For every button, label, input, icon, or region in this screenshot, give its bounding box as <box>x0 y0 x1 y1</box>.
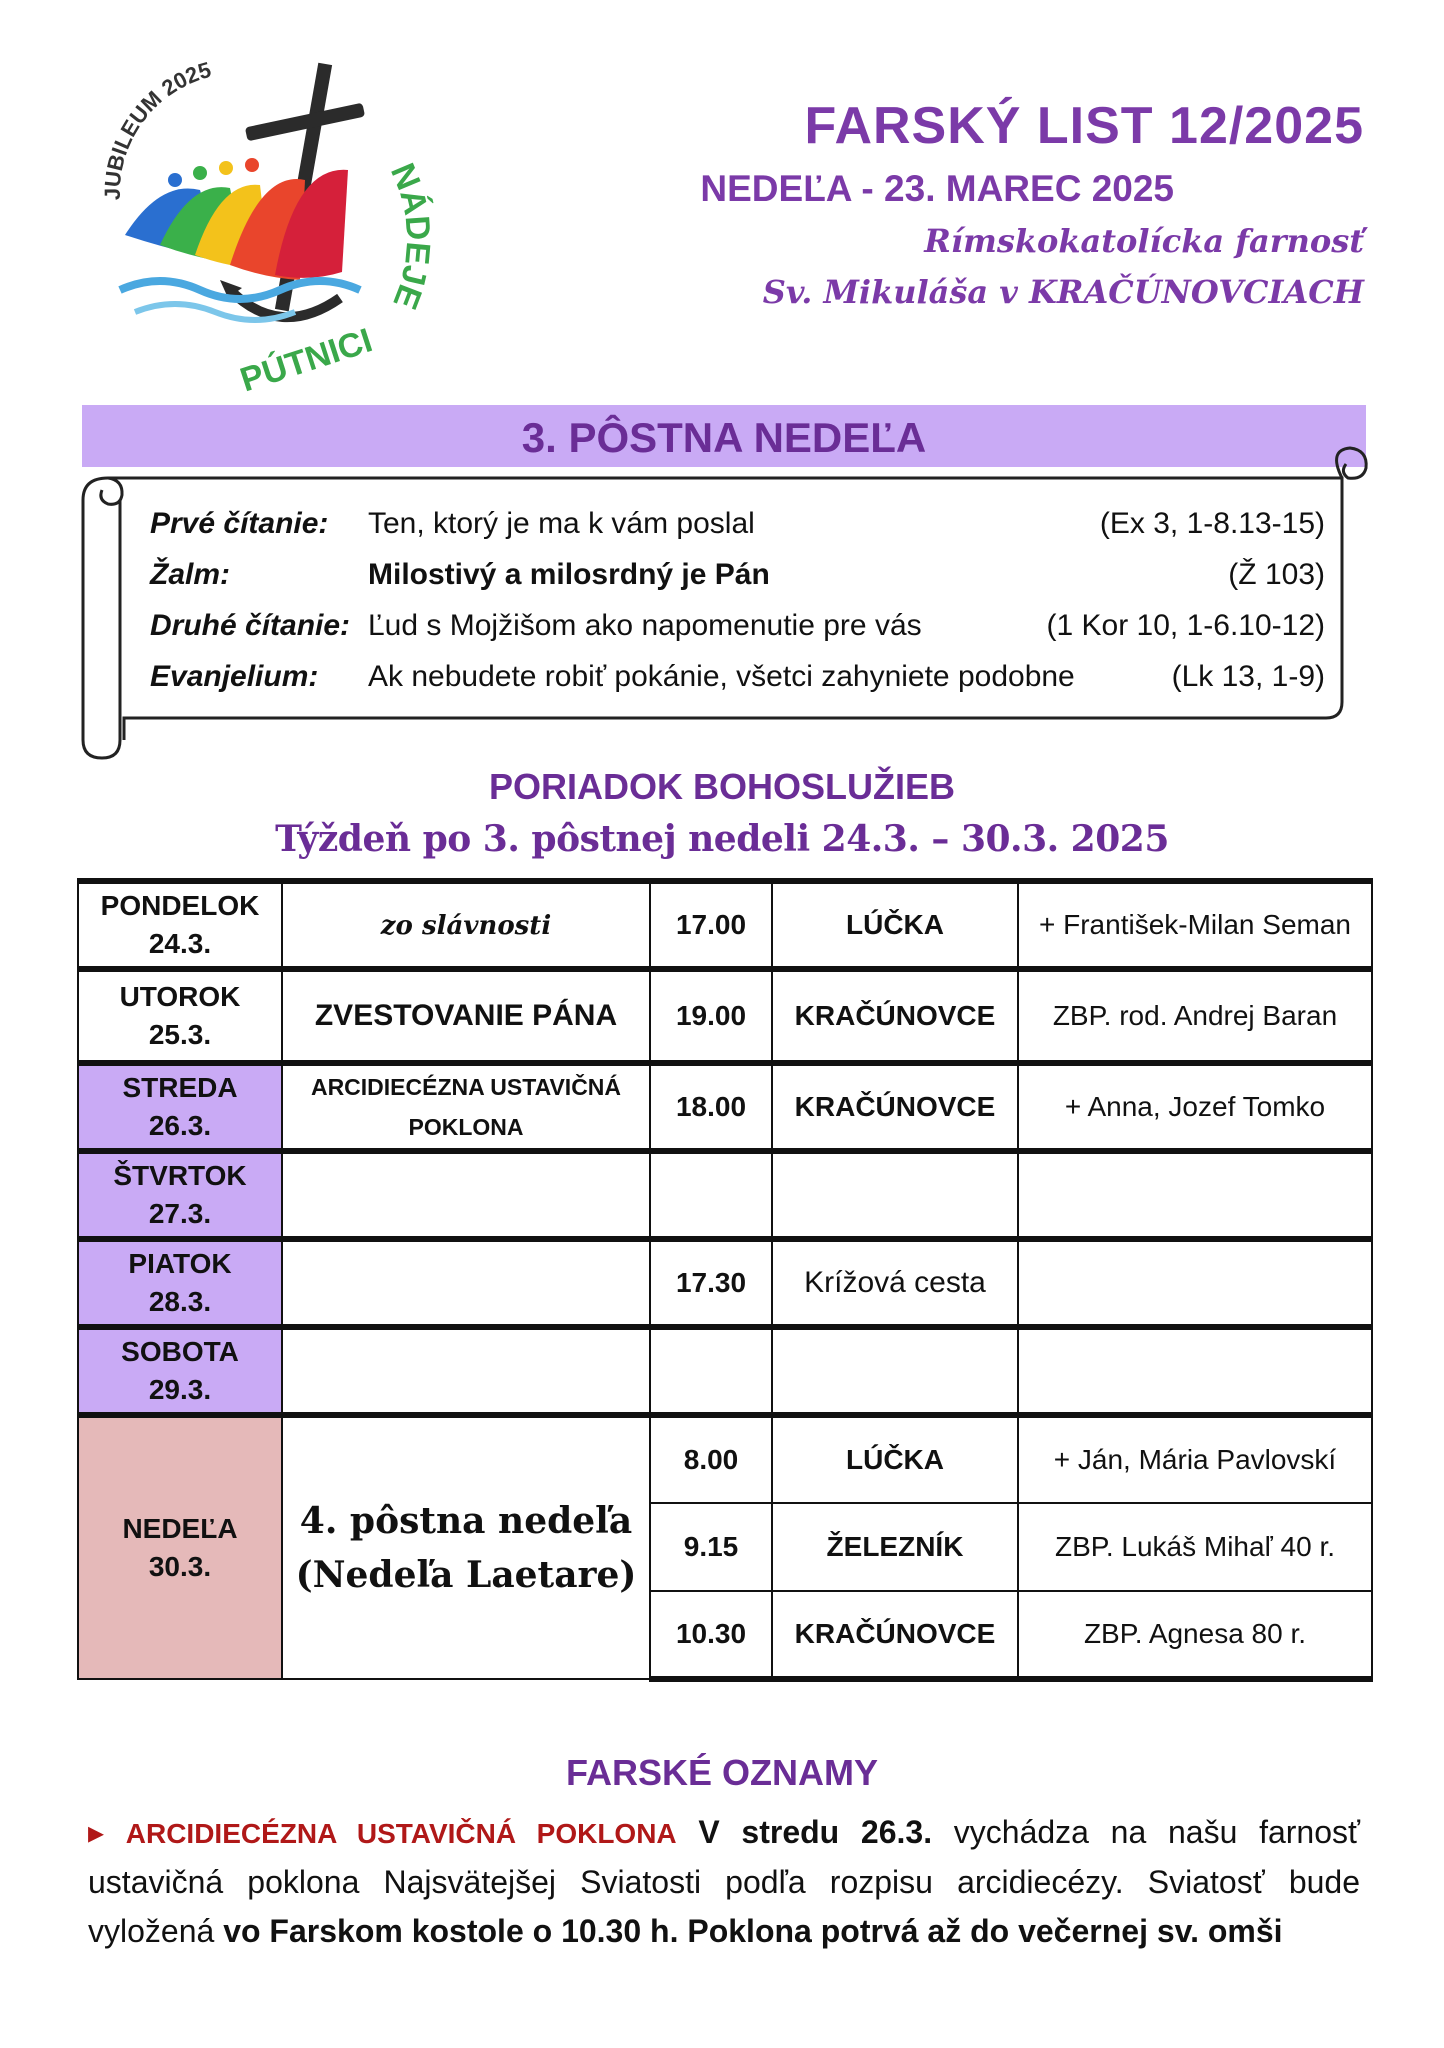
intention-cell <box>1018 1239 1372 1327</box>
time-cell: 17.00 <box>650 881 772 969</box>
jubilee-logo <box>80 40 460 400</box>
time-cell: 8.00 <box>650 1415 772 1503</box>
intention-cell: ZBP. rod. Andrej Baran <box>1018 969 1372 1063</box>
announcement-bold-date: V stredu 26.3. <box>698 1814 933 1850</box>
occasion-cell <box>282 1151 650 1239</box>
newsletter-date: NEDEĽA - 23. MAREC 2025 <box>700 168 1174 209</box>
occasion-cell <box>282 1415 650 1679</box>
logo-top-text: JUBILEUM 2025 <box>99 56 214 201</box>
reading-row <box>150 600 1325 651</box>
table-row <box>78 881 1372 969</box>
day-cell <box>78 1239 282 1327</box>
table-row <box>78 1415 1372 1503</box>
time-cell <box>650 1327 772 1415</box>
place-cell <box>772 1151 1018 1239</box>
place-cell: Krížová cesta <box>772 1239 1018 1327</box>
day-name: ŠTVRTOK <box>113 1160 247 1191</box>
occasion-text: ARCIDIECÉZNA USTAVIČNÁ POKLONA <box>310 1074 622 1140</box>
place-cell: KRAČÚNOVCE <box>772 1591 1018 1679</box>
place-cell: ŽELEZNÍK <box>772 1503 1018 1591</box>
reading-reference: (Ž 103) <box>1228 558 1325 591</box>
day-cell <box>78 1327 282 1415</box>
intention-cell: + František-Milan Seman <box>1018 881 1372 969</box>
reading-label: Žalm: <box>150 558 231 591</box>
occasion-text: ZVESTOVANIE PÁNA <box>314 999 618 1032</box>
table-row <box>78 969 1372 1063</box>
place-cell: LÚČKA <box>772 881 1018 969</box>
place-cell: KRAČÚNOVCE <box>772 1063 1018 1151</box>
reading-text: Ten, ktorý je ma k vám poslal <box>368 507 755 540</box>
day-date: 24.3. <box>148 928 212 959</box>
logo-side-text: NÁDEJE <box>382 157 438 315</box>
time-cell: 19.00 <box>650 969 772 1063</box>
logo-bottom-text: PÚTNICI <box>235 321 377 400</box>
intention-cell <box>1018 1327 1372 1415</box>
mass-schedule-table <box>77 878 1373 1682</box>
reading-text: Ľud s Mojžišom ako napomenutie pre vás <box>368 609 922 642</box>
sunday-title-band: 3. PÔSTNA NEDEĽA <box>82 405 1366 467</box>
time-cell: 18.00 <box>650 1063 772 1151</box>
announcement-paragraph <box>88 1808 1360 1956</box>
svg-text:NÁDEJE <box>383 158 437 314</box>
occasion-text: (Nedeľa Laetare) <box>295 1554 637 1596</box>
day-date: 29.3. <box>148 1374 212 1405</box>
intention-cell: + Anna, Jozef Tomko <box>1018 1063 1372 1151</box>
time-cell: 10.30 <box>650 1591 772 1679</box>
occasion-text: zo slávnosti <box>380 910 552 941</box>
time-cell: 9.15 <box>650 1503 772 1591</box>
reading-reference: (1 Kor 10, 1-6.10-12) <box>1046 609 1325 642</box>
intention-cell: ZBP. Lukáš Mihaľ 40 r. <box>1018 1503 1372 1591</box>
pilgrims-of-hope-logo-icon <box>80 40 460 400</box>
day-name: SOBOTA <box>121 1336 239 1367</box>
newsletter-title: FARSKÝ LIST 12/2025 <box>804 97 1364 155</box>
schedule-subtitle: Týždeň po 3. pôstnej nedeli 24.3. – 30.3. 2025 <box>275 818 1169 860</box>
intention-cell: ZBP. Agnesa 80 r. <box>1018 1591 1372 1679</box>
day-name: UTOROK <box>119 981 241 1012</box>
schedule-title: PORIADOK BOHOSLUŽIEB <box>488 766 955 807</box>
announcements-title: FARSKÉ OZNAMY <box>565 1752 878 1793</box>
day-date: 30.3. <box>148 1551 212 1582</box>
time-cell: 17.30 <box>650 1239 772 1327</box>
day-date: 28.3. <box>148 1286 212 1317</box>
day-name: PIATOK <box>128 1248 232 1279</box>
intention-cell <box>1018 1151 1372 1239</box>
day-date: 26.3. <box>148 1110 212 1141</box>
day-cell <box>78 1415 282 1679</box>
reading-label: Druhé čítanie: <box>150 609 351 642</box>
reading-text: Ak nebudete robiť pokánie, všetci zahyniete podobne <box>368 660 1075 693</box>
place-cell: LÚČKA <box>772 1415 1018 1503</box>
occasion-cell <box>282 1327 650 1415</box>
table-row <box>78 1239 1372 1327</box>
intention-cell: + Ján, Mária Pavlovskí <box>1018 1415 1372 1503</box>
table-row <box>78 1151 1372 1239</box>
reading-text: Milostivý a milosrdný je Pán <box>368 558 770 591</box>
announcement-text: vychádza na našu farnosť ustavičná poklona Najsvätejšej Sviatosti podľa rozpisu arcidiecézy. Sviatosť bude vyložená <box>88 1814 1360 1949</box>
announcement-heading: ARCIDIECÉZNA USTAVIČNÁ POKLONA <box>125 1818 677 1849</box>
reading-reference: (Ex 3, 1-8.13-15) <box>1099 507 1325 540</box>
day-cell <box>78 881 282 969</box>
occasion-cell <box>282 881 650 969</box>
occasion-text: 4. pôstna nedeľa <box>299 1500 633 1542</box>
day-cell <box>78 969 282 1063</box>
parish-name-line2: Sv. Mikuláša v KRAČÚNOVCIACH <box>762 273 1364 311</box>
reading-label: Prvé čítanie: <box>150 507 329 540</box>
readings-list <box>150 498 1325 702</box>
parish-name-line1: Rímskokatolícka farnosť <box>924 222 1364 260</box>
table-row <box>78 1327 1372 1415</box>
reading-row <box>150 549 1325 600</box>
place-cell <box>772 1327 1018 1415</box>
announcement-bold-text: vo Farskom kostole o 10.30 h. Poklona potrvá až do večernej sv. omši <box>223 1913 1283 1949</box>
occasion-cell <box>282 969 650 1063</box>
reading-label: Evanjelium: <box>150 660 319 693</box>
triangle-bullet-icon: ▸ <box>88 1814 105 1850</box>
place-cell: KRAČÚNOVCE <box>772 969 1018 1063</box>
occasion-cell <box>282 1239 650 1327</box>
occasion-cell <box>282 1063 650 1151</box>
day-cell <box>78 1063 282 1151</box>
day-date: 27.3. <box>148 1198 212 1229</box>
day-date: 25.3. <box>148 1019 212 1050</box>
reading-row <box>150 498 1325 549</box>
day-cell <box>78 1151 282 1239</box>
reading-row <box>150 651 1325 702</box>
time-cell <box>650 1151 772 1239</box>
table-row <box>78 1063 1372 1151</box>
day-name: NEDEĽA <box>122 1513 238 1544</box>
reading-reference: (Lk 13, 1-9) <box>1171 660 1325 693</box>
day-name: PONDELOK <box>100 890 260 921</box>
day-name: STREDA <box>122 1072 238 1103</box>
